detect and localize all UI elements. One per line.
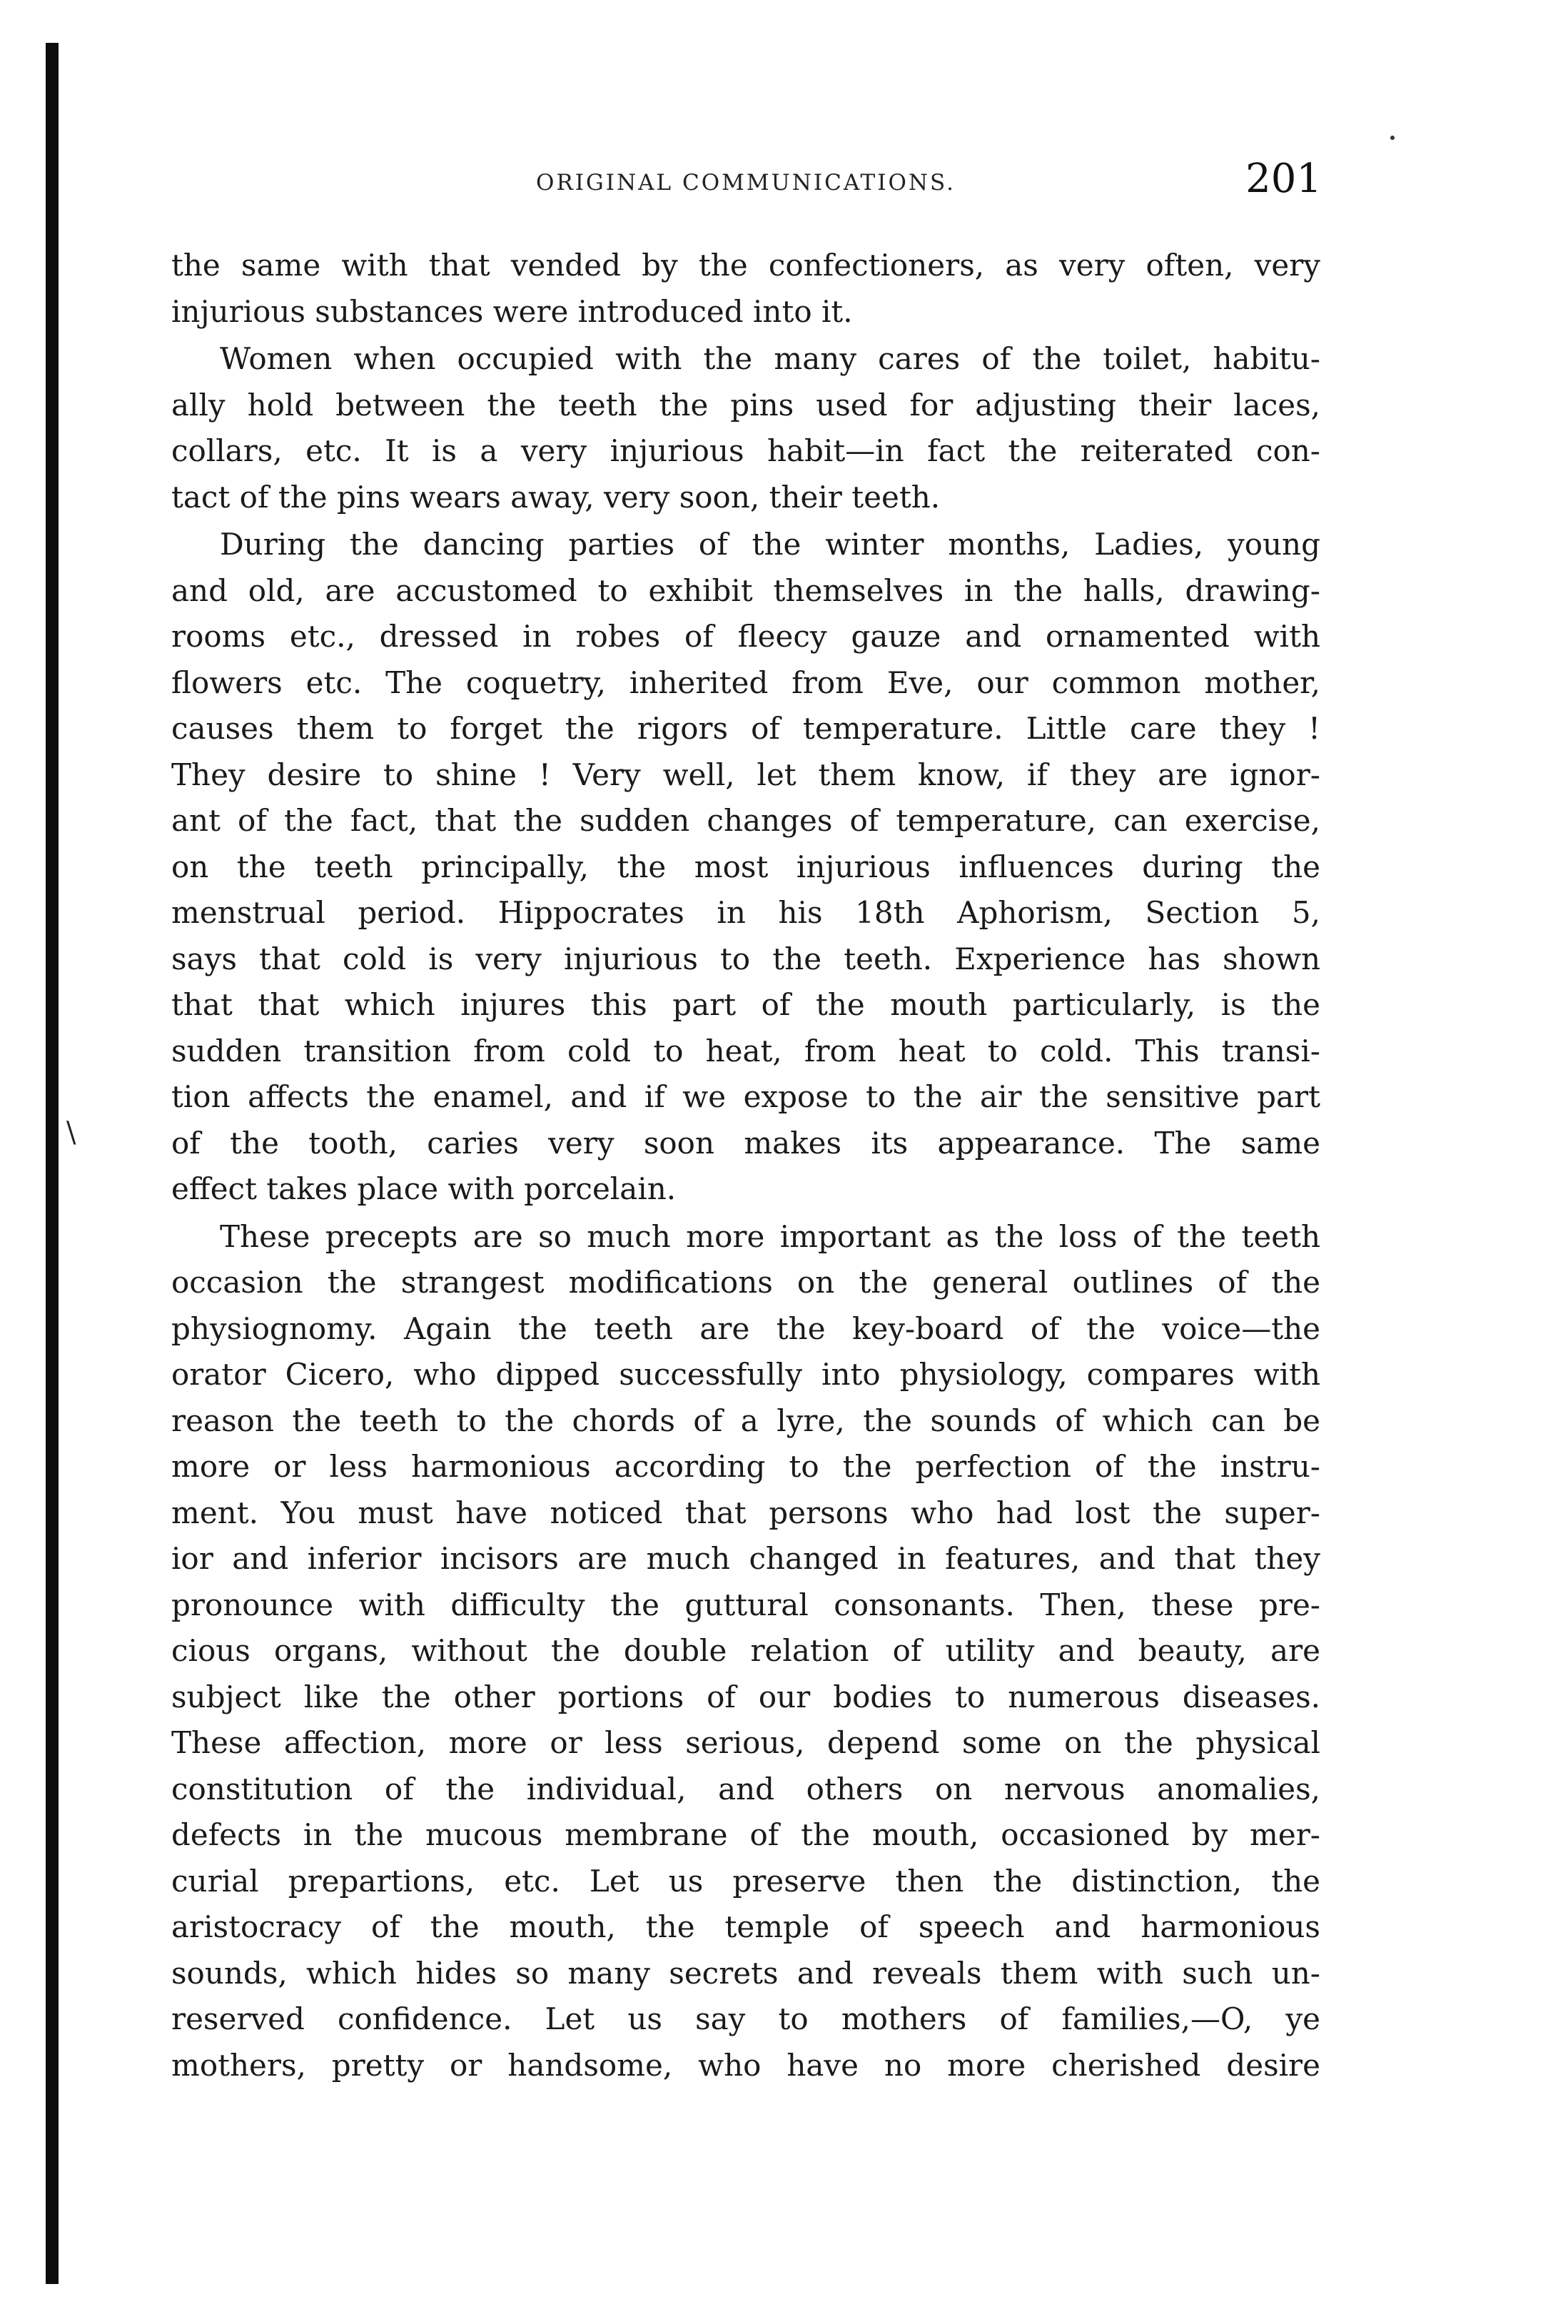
text-line: flowers etc. The coquetry, inherited from Eve, our common mother,	[171, 665, 1320, 700]
text-line: physiognomy. Again the teeth are the key-board of the voice—the	[171, 1310, 1320, 1346]
text-line: Women when occupied with the many cares of the toilet, habitu-	[220, 341, 1320, 376]
text-line: constitution of the individual, and others on nervous anomalies,	[171, 1771, 1320, 1807]
text-line: These precepts are so much more important as the loss of the teeth	[220, 1218, 1320, 1254]
text-line: During the dancing parties of the winter months, Ladies, young	[220, 527, 1320, 562]
paragraph-4	[171, 1214, 1320, 2089]
text-line: says that cold is very injurious to the teeth. Experience has shown	[171, 941, 1320, 976]
text-line: more or less harmonious according to the perfection of the instru-	[171, 1449, 1320, 1484]
paragraph-3	[171, 522, 1320, 1213]
text-line: reserved confidence. Let us say to mothers of families,—O, ye	[171, 2001, 1320, 2036]
text-line: tion affects the enamel, and if we expose to the air the sensitive part	[171, 1079, 1320, 1114]
text-line: that that which injures this part of the mouth particularly, is the	[171, 987, 1320, 1022]
text-line: causes them to forget the rigors of temperature. Little care they !	[171, 711, 1320, 746]
text-line: ior and inferior incisors are much changed in features, and that they	[171, 1541, 1320, 1576]
text-line: occasion the strangest modifications on the general outlines of the	[171, 1265, 1320, 1300]
text-line: effect takes place with porcelain.	[171, 1171, 677, 1206]
text-line: defects in the mucous membrane of the mouth, occasioned by mer-	[171, 1817, 1320, 1852]
ink-speck	[1390, 136, 1395, 140]
text-line: ment. You must have noticed that persons who had lost the super-	[171, 1495, 1320, 1530]
page-header	[171, 150, 1320, 207]
text-line: sudden transition from cold to heat, from heat to cold. This transi-	[171, 1033, 1320, 1068]
text-body	[171, 243, 1320, 2088]
text-line: the same with that vended by the confectioners, as very often, very	[171, 248, 1320, 283]
text-line: menstrual period. Hippocrates in his 18th Aphorism, Section 5,	[171, 895, 1320, 930]
text-line: orator Cicero, who dipped successfully into physiology, compares with	[171, 1357, 1320, 1392]
text-line: These affection, more or less serious, depend some on the physical	[171, 1725, 1320, 1760]
text-line: subject like the other portions of our bodies to numerous diseases.	[171, 1679, 1320, 1714]
text-line: They desire to shine ! Very well, let them know, if they are ignor-	[171, 757, 1320, 792]
text-line: of the tooth, caries very soon makes its appearance. The same	[171, 1125, 1320, 1161]
margin-mark: \	[66, 1116, 76, 1149]
paragraph-1	[171, 243, 1320, 335]
text-line: ant of the fact, that the sudden changes of temperature, can exercise,	[171, 803, 1320, 838]
text-line: cious organs, without the double relation of utility and beauty, are	[171, 1633, 1320, 1668]
page-number: 201	[1245, 156, 1322, 202]
text-line: rooms etc., dressed in robes of fleecy gauze and ornamented with	[171, 619, 1320, 654]
text-line: injurious substances were introduced into it.	[171, 293, 853, 329]
binding-edge	[46, 43, 59, 2284]
text-line: curial prepartions, etc. Let us preserve then the distinction, the	[171, 1863, 1320, 1899]
text-line: and old, are accustomed to exhibit themselves in the halls, drawing-	[171, 572, 1320, 608]
text-line: mothers, pretty or handsome, who have no more cherished desire	[171, 2047, 1320, 2083]
text-line: collars, etc. It is a very injurious habit—in fact the reiterated con-	[171, 433, 1320, 468]
paragraph-2	[171, 336, 1320, 520]
text-line: pronounce with difficulty the guttural consonants. Then, these pre-	[171, 1587, 1320, 1622]
running-head: ORIGINAL COMMUNICATIONS.	[536, 170, 956, 196]
text-line: sounds, which hides so many secrets and reveals them with such un-	[171, 1955, 1320, 1991]
text-line: on the teeth principally, the most injurious influences during the	[171, 849, 1320, 884]
text-line: aristocracy of the mouth, the temple of speech and harmonious	[171, 1909, 1320, 1944]
text-line: ally hold between the teeth the pins used for adjusting their laces,	[171, 387, 1320, 423]
text-line: tact of the pins wears away, very soon, their teeth.	[171, 479, 941, 515]
text-line: reason the teeth to the chords of a lyre, the sounds of which can be	[171, 1403, 1320, 1438]
